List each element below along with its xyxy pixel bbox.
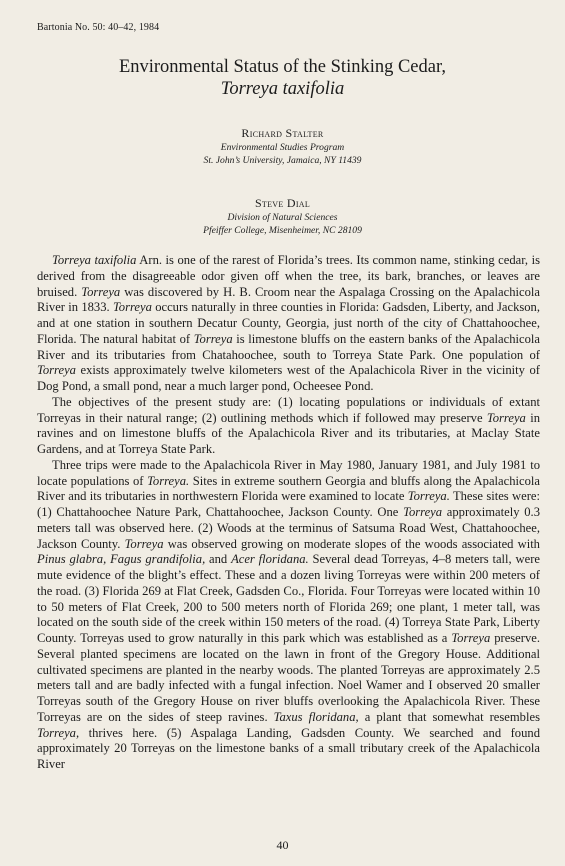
author-affiliation-dept: Division of Natural Sciences — [227, 212, 338, 223]
journal-citation: Bartonia No. 50: 40–42, 1984 — [37, 22, 160, 33]
italic-run: Torreya — [451, 631, 491, 645]
body-paragraph: Three trips were made to the Apalachicola River in May 1980, January 1981, and July 1981 to locate populations of Torreya. Sites in extreme southern Georgia and bluffs along the Apalachicola River and its tributaries in northwestern Florida were examined to locate Torreya. These sites were: (1) Chattahoochee Nature Park, Chattahoochee, Jackson County. One Torreya approximately 0.3 meters tall was observed here. (2) Woods at the terminus of Satsuma Road West, Chattahoochee, Jackson County. Torreya was observed growing on moderate slopes of the woods associated with Pinus glabra, Fagus grandifolia, and Acer floridana. Several dead Torreyas, 4–8 meters tall, were mute evidence of the blight’s effect. These and a dozen living Torreyas were within 200 meters of the road. (3) Florida 269 at Flat Creek, Gadsden Co., Florida. Four Torreyas were located within 10 to 50 meters of Flat Creek, 200 to 500 meters north of Florida 269; one plant, 1 meter tall, was located on the south side of the creek within 150 meters of the road. (4) Torreya State Park, Liberty County. Torreyas used to grow naturally in this park which was established as a Torreya preserve. Several planted specimens are located on the lawn in front of the Gregory House. Additional cultivated specimens are planted in the nearby woods. The planted Torreyas are approximately 2.5 meters tall and are badly infected with a fungal infection. Noel Wamer and I observed 20 smaller Torreyas south of the Gregory House on river bluffs overlooking the Apalachicola River. These Torreyas are on the sides of steep ravines. Taxus floridana, a plant that somewhat resembles Torreya, thrives here. (5) Aspalaga Landing, Gadsden County. We searched and found approximately 20 Torreyas on the limestone banks of a small tributary creek of the Apalachicola River — [37, 457, 541, 771]
italic-run: Torreya — [124, 536, 164, 551]
article-body — [37, 253, 540, 773]
italic-run: Torreya. — [147, 473, 190, 488]
author-affiliation-dept: Environmental Studies Program — [220, 142, 345, 153]
italic-run: Torreya. — [407, 489, 450, 504]
italic-run: Acer floridana. — [231, 552, 309, 567]
author-block-2 — [0, 196, 565, 237]
italic-run: Taxus floridana, — [273, 709, 359, 724]
author-name: Richard Stalter — [241, 126, 324, 140]
author-block-1 — [0, 126, 565, 167]
page-number: 40 — [276, 838, 289, 852]
italic-run: Torreya, — [37, 725, 80, 740]
author-name: Steve Dial — [254, 196, 311, 210]
italic-run: Torreya — [403, 505, 443, 519]
italic-run: Torreya — [81, 284, 121, 299]
italic-run: Torreya taxifolia — [52, 253, 137, 267]
author-affiliation-address: Pfeiffer College, Misenheimer, NC 28109 — [203, 225, 362, 236]
italic-run: Torreya — [193, 331, 233, 346]
author-affiliation-address: St. John’s University, Jamaica, NY 11439 — [203, 155, 362, 166]
article-title-line1: Environmental Status of the Stinking Cedar, — [118, 57, 447, 77]
italic-run: Pinus glabra, Fagus grandifolia, — [37, 552, 206, 567]
body-paragraph: The objectives of the present study are: (1) locating populations or individuals of extant Torreyas in their natural range; (2) outlining methods which if followed may preserve Torreya in ravines and on limestone bluffs of the Apalachicola River and its tributaries, at Maclay State Gardens, and at Torreya State Park. — [37, 394, 540, 456]
italic-run: Torreya — [112, 300, 152, 315]
article-title-line2: Torreya taxifolia — [220, 79, 345, 99]
body-paragraph: Torreya taxifolia Arn. is one of the rarest of Florida’s trees. Its common name, stinking cedar, is derived from the disagreeable odor given off when the tree, its bark, branches, or leaves are bruised. Torreya was discovered by H. B. Croom near the Aspalaga Crossing on the Apalachicola River in 1833. Torreya occurs naturally in three counties in Florida: Gadsden, Liberty, and Jackson, and at one station in southern Decatur County, Georgia, just north of the city of Chattahoochee, Florida. The natural habitat of Torreya is limestone bluffs on the eastern banks of the Apalachicola River and its tributaries from Chatahoochee, south to Torreya State Park. One population of Torreya exists approximately twelve kilometers west of the Apalachicola River in the vicinity of Dog Pond, a small pond, near a much larger pond, Ocheesee Pond. — [37, 253, 541, 393]
italic-run: Torreya — [486, 410, 526, 425]
article-title — [0, 56, 565, 100]
italic-run: Torreya — [37, 363, 76, 378]
